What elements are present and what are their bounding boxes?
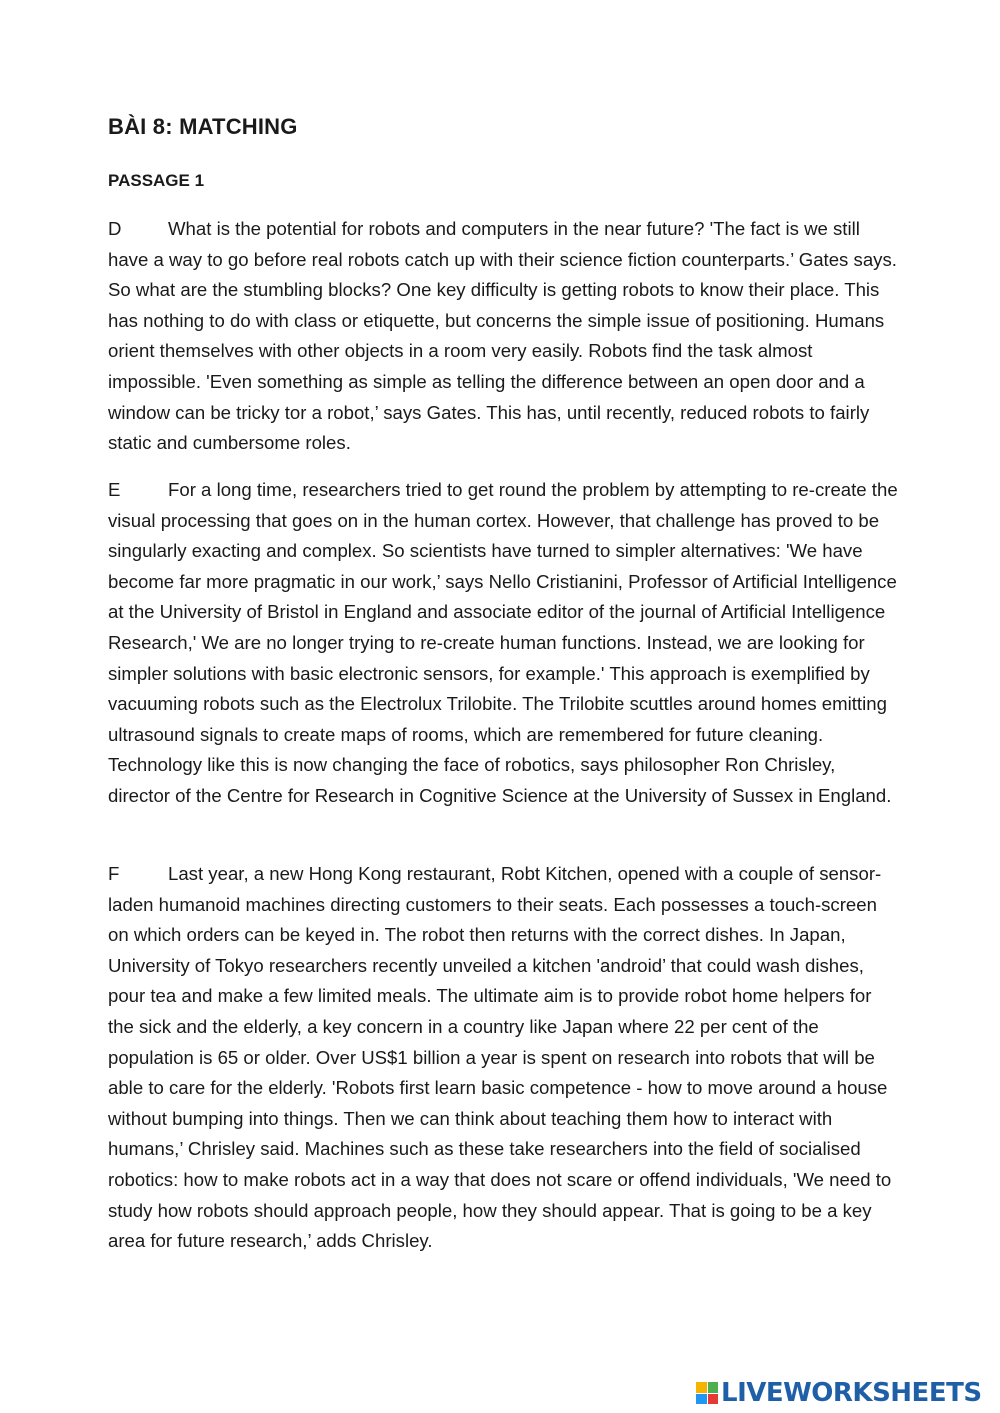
paragraph-text: For a long time, researchers tried to get round the problem by attempting to re-create the visual processing that goes on in the human cortex. However, that challenge has proved to be singularly exacting and complex. So scientists have turned to simpler alternatives: 'We have become far more pragmatic in our work,’ says Nello Cristianini, Professor of Artificial Intelligence at the University of Bristol in England and associate editor of the journal of Artificial Intelligence Research,' We are no longer trying to re-create human functions. Instead, we are looking for simpler solutions with basic electronic sensors, for example.' This approach is exemplified by vacuuming robots such as the Electrolux Trilobite. The Trilobite scuttles around homes emitting ultrasound signals to create maps of rooms, which are remembered for future cleaning. Technology like this is now changing the face of robotics, says philosopher Ron Chrisley, director of the Centre for Research in Cognitive Science at the University of Sussex in England.	[108, 479, 898, 806]
paragraph-letter: D	[108, 218, 122, 239]
liveworksheets-logo-icon	[696, 1382, 718, 1404]
paragraph-text: Last year, a new Hong Kong restaurant, Robt Kitchen, opened with a couple of sensor-laden humanoid machines directing customers to their seats. Each possesses a touch-screen on which orders can be keyed in. The robot then returns with the correct dishes. In Japan, University of Tokyo researchers recently unveiled a kitchen 'android’ that could wash dishes, pour tea and make a few limited meals. The ultimate aim is to provide robot home helpers for the sick and the elderly, a key concern in a country like Japan where 22 per cent of the population is 65 or older. Over US$1 billion a year is spent on research into robots that will be able to care for the elderly. 'Robots first learn basic competence - how to move around a house without bumping into things. Then we can think about teaching them how to interact with humans,’ Chrisley said. Machines such as these take researchers into the field of socialised robotics: how to make robots act in a way that does not scare or offend individuals, 'We need to study how robots should approach people, how they should appear. That is going to be a key area for future research,’ adds Chrisley.	[108, 863, 892, 1252]
logo-text: LIVEWORKSHEETS	[721, 1378, 982, 1408]
paragraph-d	[108, 214, 898, 459]
paragraph-f	[108, 859, 898, 1257]
passage-heading: PASSAGE 1	[108, 171, 205, 190]
paragraph-e	[108, 475, 898, 812]
paragraph-text: What is the potential for robots and computers in the near future? 'The fact is we still have a way to go before real robots catch up with their science fiction counterparts.’ Gates says. So what are the stumbling blocks? One key difficulty is getting robots to know their place. This has nothing to do with class or etiquette, but concerns the simple issue of positioning. Humans orient themselves with other objects in a room very easily. Robots find the task almost impossible. 'Even something as simple as telling the difference between an open door and a window can be tricky tor a robot,’ says Gates. This has, until recently, reduced robots to fairly static and cumbersome roles.	[108, 218, 897, 454]
page-title: BÀI 8: MATCHING	[108, 114, 298, 139]
liveworksheets-logo	[696, 1380, 982, 1406]
paragraph-letter: F	[108, 863, 120, 884]
paragraph-letter: E	[108, 479, 121, 500]
